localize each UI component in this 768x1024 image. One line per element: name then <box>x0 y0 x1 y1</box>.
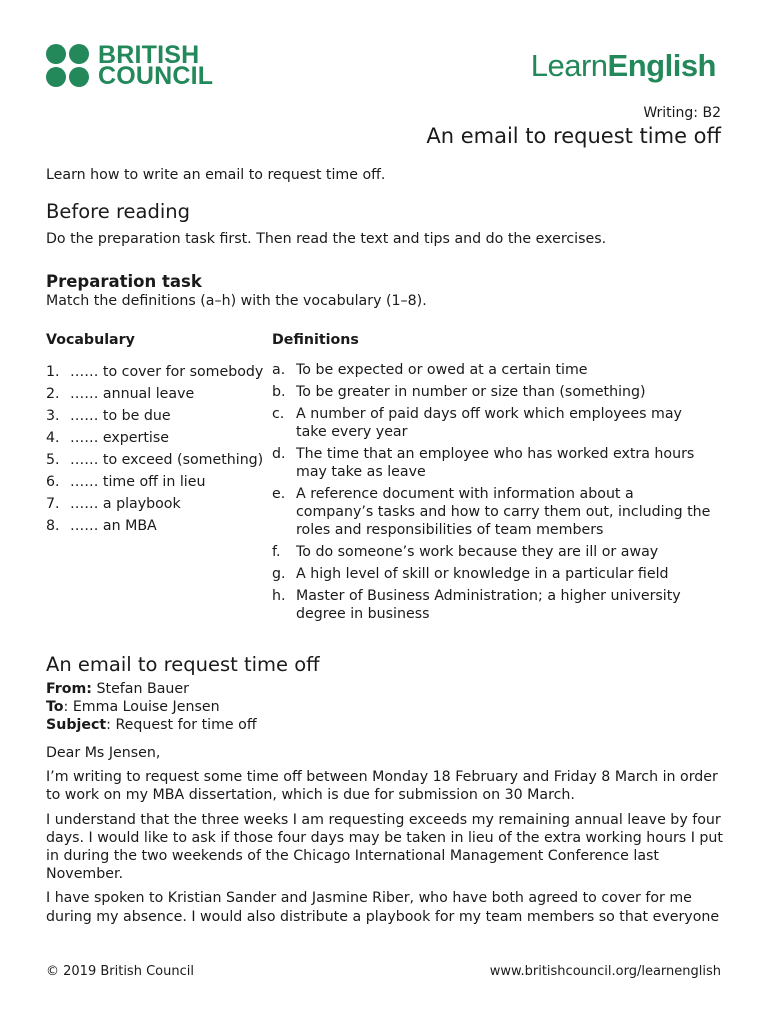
vocab-number: 8. <box>46 518 60 534</box>
list-item <box>272 361 712 379</box>
email-paragraph: I’m writing to request some time off between Monday 18 February and Friday 8 March in order to work on my MBA dissertation, which is due for submission on 30 March. <box>46 769 718 804</box>
email-paragraph: I have spoken to Kristian Sander and Jasmine Riber, who have both agreed to cover for me during my absence. I would also distribute a playbook for my team members so that everyone <box>46 890 720 925</box>
subject-value: : Request for time off <box>106 717 257 733</box>
list-item <box>272 565 712 583</box>
vocab-text: …… an MBA <box>70 518 157 534</box>
logo-line-1: BRITISH <box>98 41 200 69</box>
definition-letter: f. <box>272 544 281 560</box>
list-item <box>46 361 263 383</box>
list-item <box>46 427 263 449</box>
before-reading-text: Do the preparation task first. Then read the text and tips and do the exercises. <box>46 231 607 247</box>
definition-text: A reference document with information about a company’s tasks and how to carry them out, including the roles and responsibilities of team members <box>296 486 711 538</box>
list-item <box>46 449 263 471</box>
definitions-list <box>272 361 712 627</box>
list-item <box>272 383 712 401</box>
learnenglish-logo <box>531 48 716 84</box>
vocab-text: …… time off in lieu <box>70 474 206 490</box>
list-item <box>46 493 263 515</box>
vocab-number: 7. <box>46 496 60 512</box>
definition-letter: b. <box>272 384 286 400</box>
email-heading: An email to request time off <box>46 653 320 676</box>
definition-text: To be greater in number or size than (something) <box>296 384 646 400</box>
list-item <box>46 471 263 493</box>
vocab-text: …… to be due <box>70 408 171 424</box>
list-item <box>272 405 712 441</box>
preparation-instruction: Match the definitions (a–h) with the vocabulary (1–8). <box>46 293 427 309</box>
definition-text: To be expected or owed at a certain time <box>296 362 588 378</box>
vocab-number: 2. <box>46 386 60 402</box>
british-council-logo <box>46 41 214 90</box>
vocab-number: 3. <box>46 408 60 424</box>
vocab-text: …… to cover for somebody <box>70 364 264 380</box>
email-to <box>46 698 726 716</box>
document-title: An email to request time off <box>426 124 721 148</box>
list-item <box>272 445 712 481</box>
list-item <box>272 485 712 539</box>
definition-text: A high level of skill or knowledge in a particular field <box>296 566 669 582</box>
subject-label: Subject <box>46 717 107 733</box>
from-label: From: <box>46 681 92 697</box>
definition-letter: h. <box>272 588 286 604</box>
to-value: : Emma Louise Jensen <box>63 699 220 715</box>
logo-line-2: COUNCIL <box>98 62 214 90</box>
definition-text: Master of Business Administration; a higher university degree in business <box>296 588 681 622</box>
definition-letter: a. <box>272 362 286 378</box>
list-item <box>46 405 263 427</box>
footer-url: www.britishcouncil.org/learnenglish <box>489 964 721 979</box>
definitions-heading: Definitions <box>272 332 359 348</box>
email-paragraph: I understand that the three weeks I am requesting exceeds my remaining annual leave by four days. I would like to ask if those four days may be taken in lieu of the extra working hours I put in during the two weekends of the Chicago International Management Conference last November. <box>46 811 723 883</box>
learn-light: Learn <box>530 48 608 83</box>
list-item <box>46 383 263 405</box>
list-item <box>272 543 712 561</box>
before-reading-heading: Before reading <box>46 200 191 223</box>
vocab-text: …… a playbook <box>70 496 181 512</box>
definition-letter: d. <box>272 446 286 462</box>
email-greeting: Dear Ms Jensen, <box>46 745 161 761</box>
preparation-task-heading: Preparation task <box>46 272 202 291</box>
email-meta <box>46 680 726 734</box>
vocab-number: 6. <box>46 474 60 490</box>
footer-copyright: © 2019 British Council <box>46 964 194 979</box>
vocab-text: …… expertise <box>70 430 169 446</box>
vocab-text: …… to exceed (something) <box>70 452 264 468</box>
logo-dots-icon <box>46 44 90 88</box>
list-item <box>272 587 712 623</box>
vocab-number: 1. <box>46 364 60 380</box>
vocab-number: 4. <box>46 430 60 446</box>
email-subject <box>46 716 726 734</box>
to-label: To <box>46 699 64 715</box>
level-label: Writing: B2 <box>643 105 721 121</box>
definition-letter: e. <box>272 486 286 502</box>
from-value: Stefan Bauer <box>91 681 189 697</box>
definition-letter: c. <box>272 406 285 422</box>
intro-text: Learn how to write an email to request time off. <box>46 167 386 183</box>
email-section <box>46 653 726 932</box>
email-from <box>46 680 726 698</box>
vocabulary-list <box>46 361 263 537</box>
definition-letter: g. <box>272 566 286 582</box>
definition-text: The time that an employee who has worked extra hours may take as leave <box>296 446 695 480</box>
vocabulary-heading: Vocabulary <box>46 332 135 348</box>
definition-text: A number of paid days off work which employees may take every year <box>296 406 682 440</box>
list-item <box>46 515 263 537</box>
learn-bold: English <box>607 48 716 83</box>
vocab-number: 5. <box>46 452 60 468</box>
vocab-text: …… annual leave <box>70 386 195 402</box>
definition-text: To do someone’s work because they are ill or away <box>296 544 659 560</box>
logo-wordmark <box>98 41 214 90</box>
